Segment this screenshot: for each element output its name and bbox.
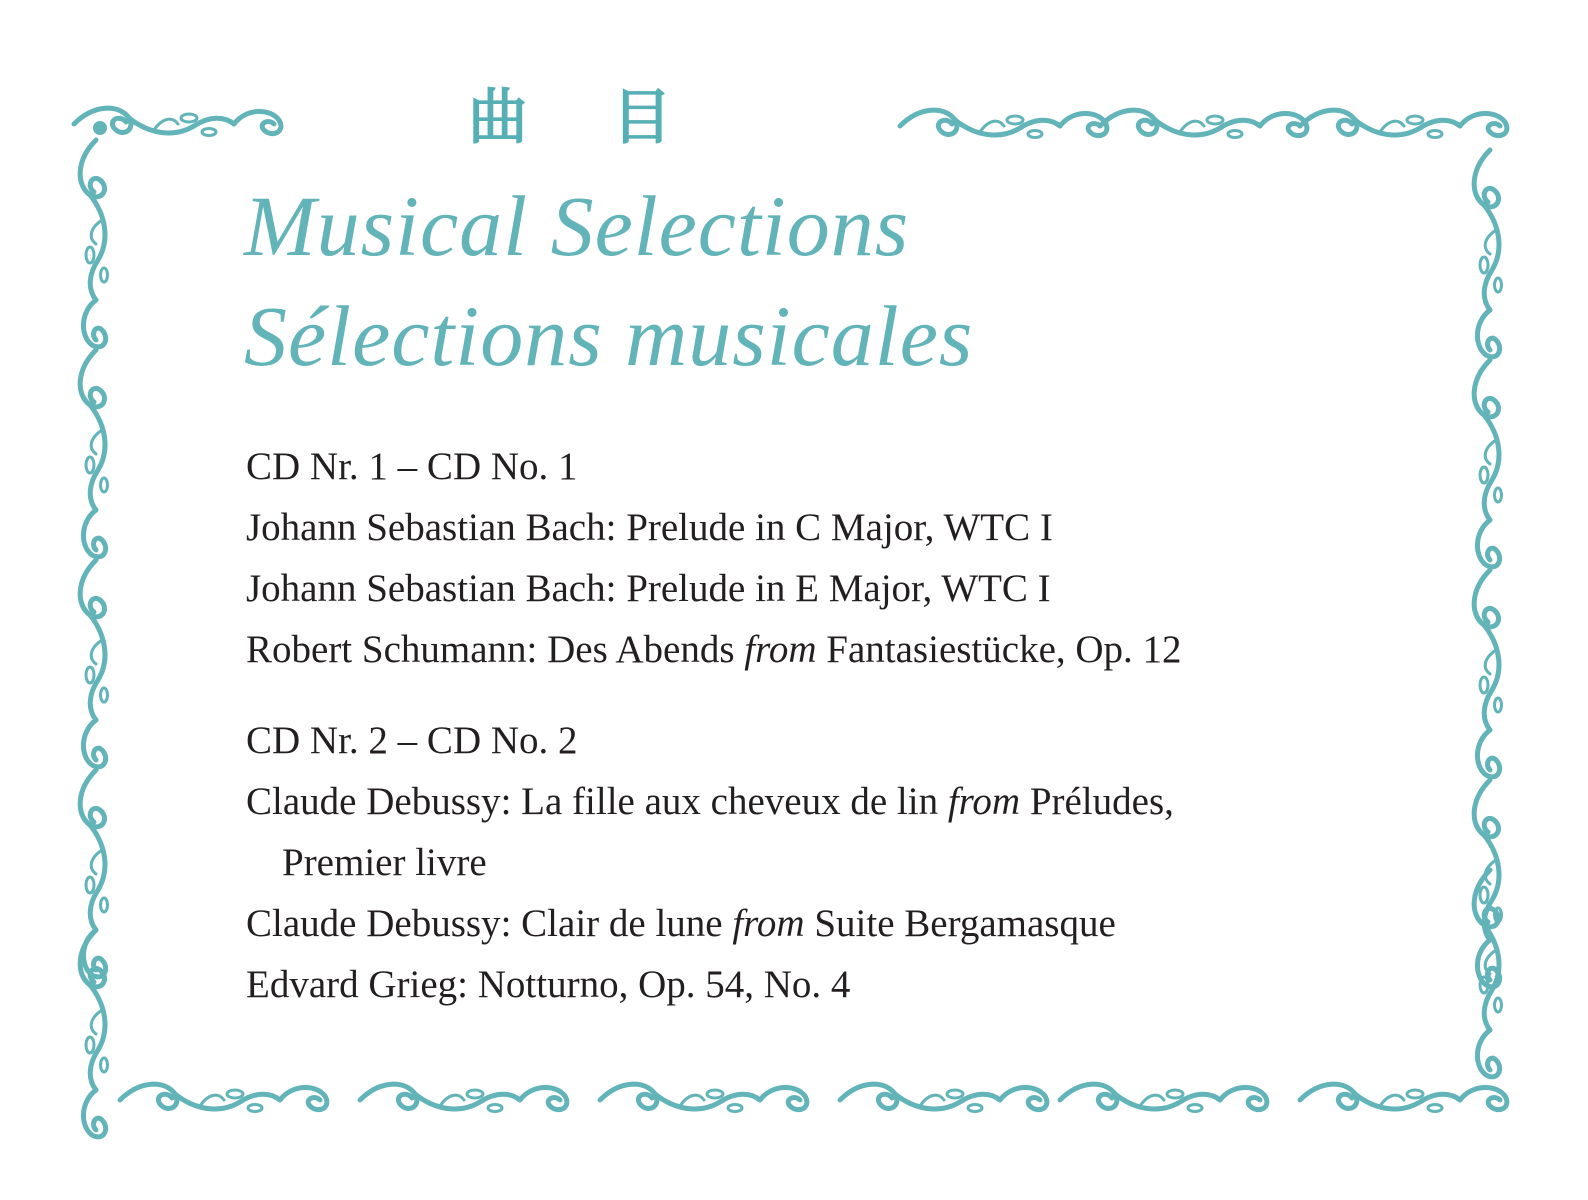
- track-item: Robert Schumann: Des Abends from Fantasiestücke, Op. 12: [246, 628, 1182, 671]
- composer: Johann Sebastian Bach: [246, 567, 606, 610]
- work-title: Des Abends: [547, 628, 735, 671]
- composer: Johann Sebastian Bach: [246, 506, 606, 549]
- composer: Robert Schumann: [246, 628, 527, 671]
- work-title: Prelude in E Major, WTC I: [626, 567, 1051, 610]
- program-list: [246, 436, 1426, 1015]
- track-item: Claude Debussy: La fille aux cheveux de lin from Préludes,: [246, 780, 1174, 823]
- collection-title: Préludes,: [1029, 780, 1174, 823]
- left-border-flourish: [80, 140, 107, 1137]
- track-item: Johann Sebastian Bach: Prelude in E Major, WTC I: [246, 567, 1051, 610]
- from-word: from: [947, 780, 1021, 823]
- bottom-border-flourish: [120, 1084, 1507, 1111]
- composer: Claude Debussy: [246, 902, 501, 945]
- corner-flourish-top-left: [74, 108, 281, 135]
- track-item-continuation: Premier livre: [282, 841, 487, 884]
- japanese-title: 曲目: [468, 83, 756, 153]
- track-item: Claude Debussy: Clair de lune from Suite Bergamasque: [246, 902, 1116, 945]
- collection-title: Fantasiestücke, Op. 12: [826, 628, 1182, 671]
- collection-title: Suite Bergamasque: [814, 902, 1116, 945]
- from-word: from: [744, 628, 817, 671]
- title-english: Musical Selections: [244, 178, 910, 274]
- cd-1-section: [246, 436, 1426, 680]
- cd-1-heading: CD Nr. 1 – CD No. 1: [246, 445, 578, 488]
- track-item: Johann Sebastian Bach: Prelude in C Major, WTC I: [246, 506, 1053, 549]
- top-border-flourish: [900, 110, 1507, 137]
- right-border-flourish: [1474, 150, 1501, 1077]
- cd-2-heading: CD Nr. 2 – CD No. 2: [246, 719, 578, 762]
- from-word: from: [732, 902, 805, 945]
- track-item: Edvard Grieg: Notturno, Op. 54, No. 4: [246, 963, 851, 1006]
- composer: Edvard Grieg: [246, 963, 458, 1006]
- cd-2-section: [246, 710, 1426, 1015]
- work-title: Prelude in C Major, WTC I: [626, 506, 1053, 549]
- title-french: Sélections musicales: [244, 288, 974, 384]
- work-title: Clair de lune: [521, 902, 723, 945]
- work-title: Notturno, Op. 54, No. 4: [477, 963, 851, 1006]
- composer: Claude Debussy: [246, 780, 501, 823]
- work-title: La fille aux cheveux de lin: [521, 780, 939, 823]
